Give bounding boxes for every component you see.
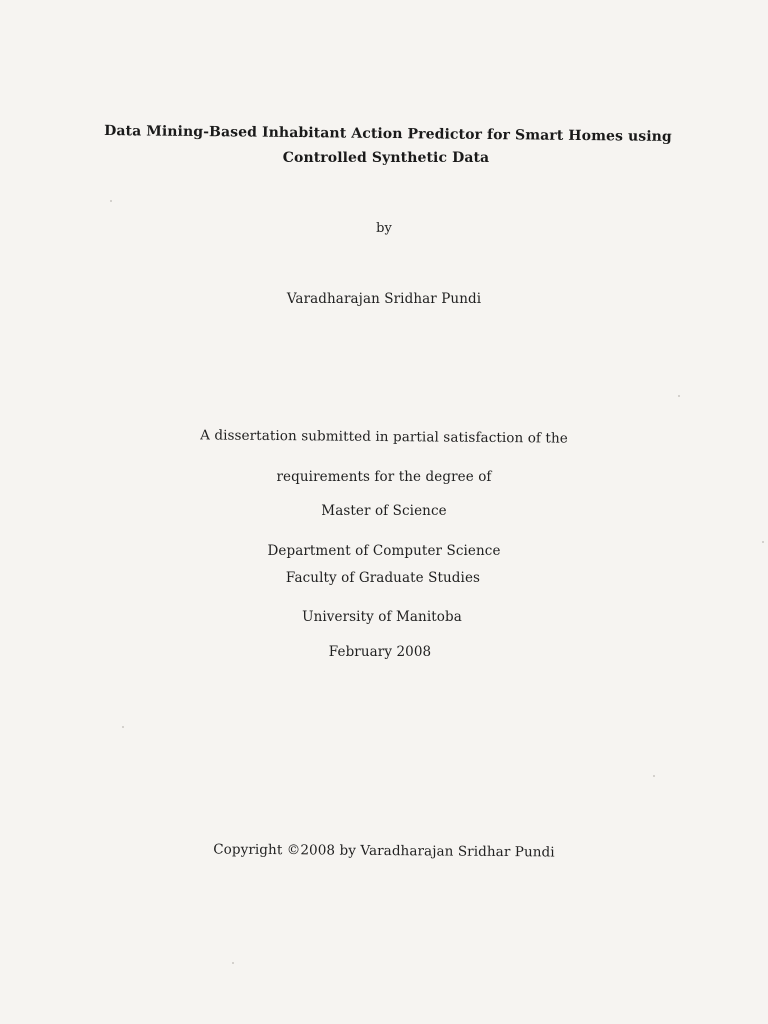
university-name: University of Manitoba	[302, 609, 462, 625]
scan-speck	[653, 775, 655, 777]
submission-date: February 2008	[328, 644, 432, 660]
thesis-title-line-2: Controlled Synthetic Data	[282, 150, 490, 166]
scan-speck	[232, 962, 234, 964]
submission-statement-line-2: requirements for the degree of	[276, 469, 492, 485]
scan-speck	[110, 200, 112, 202]
scan-speck	[122, 726, 124, 728]
submission-statement-line-1: A dissertation submitted in partial satisfaction of the	[200, 427, 568, 447]
by-label: by	[376, 221, 392, 236]
department-name: Department of Computer Science	[267, 543, 501, 559]
thesis-title-line-1: Data Mining-Based Inhabitant Action Predictor for Smart Homes using	[104, 123, 672, 145]
author-name: Varadharajan Sridhar Pundi	[286, 291, 482, 307]
copyright-notice: Copyright ©2008 by Varadharajan Sridhar Pundi	[213, 841, 555, 861]
degree-name: Master of Science	[321, 503, 447, 519]
scan-speck	[762, 541, 764, 543]
faculty-name: Faculty of Graduate Studies	[285, 570, 481, 586]
scan-speck	[678, 395, 680, 397]
